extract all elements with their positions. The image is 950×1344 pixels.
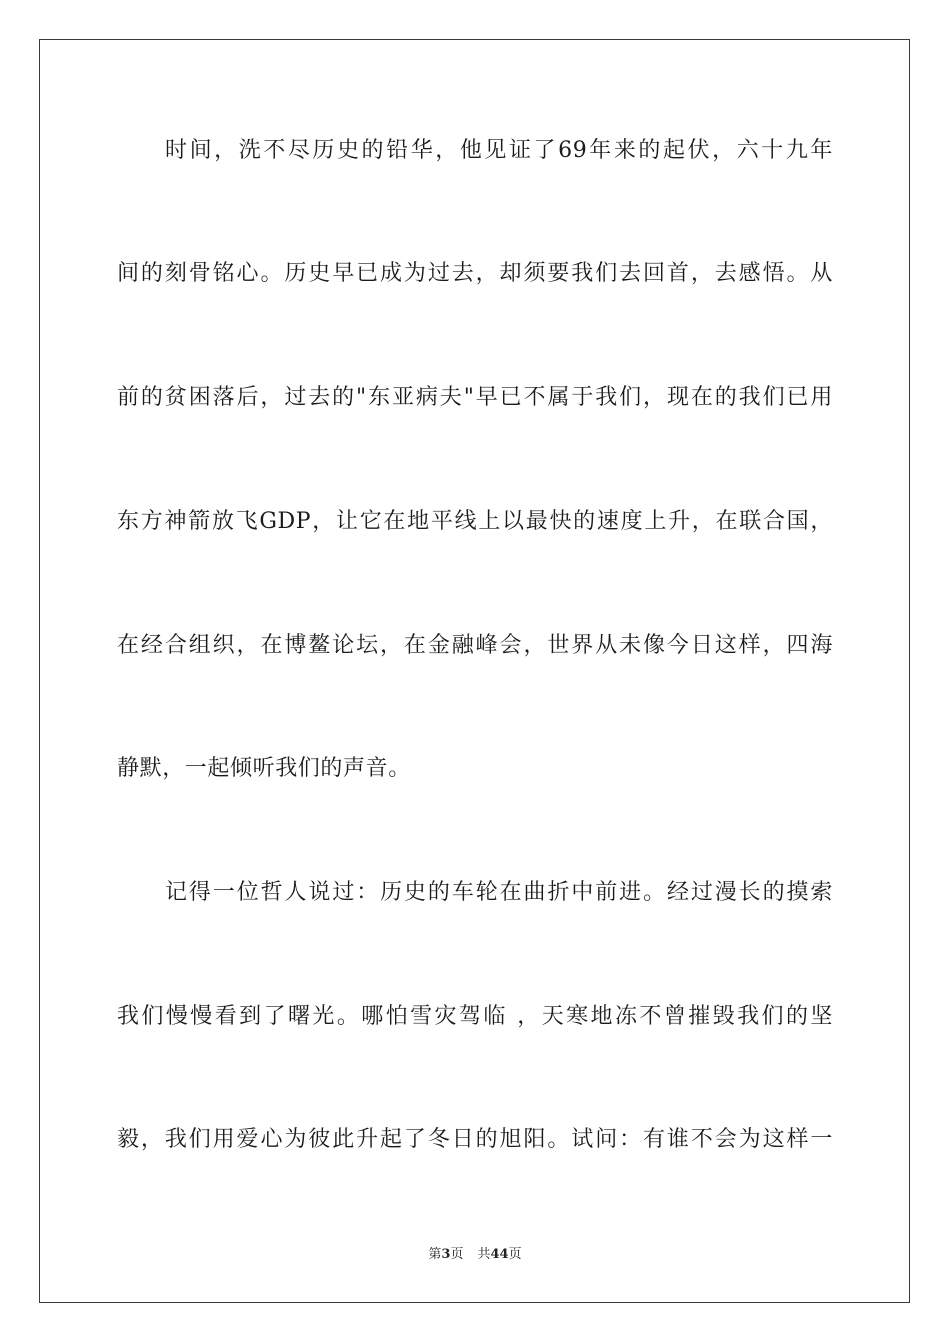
page-prefix: 第	[428, 1247, 442, 1262]
page-border	[39, 39, 910, 1303]
paragraph-1-line-4: 东方神箭放飞GDP，让它在地平线上以最快的速度上升，在联合国，	[117, 509, 833, 534]
paragraph-1-line-5: 在经合组织，在博鳌论坛，在金融峰会，世界从未像今日这样，四海	[117, 633, 833, 658]
paragraph-2-line-3: 毅，我们用爱心为彼此升起了冬日的旭阳。试问：有谁不会为这样一	[117, 1127, 833, 1152]
paragraph-1-line-6: 静默，一起倾听我们的声音。	[117, 756, 411, 781]
paragraph-1-line-3: 前的贫困落后，过去的"东亚病夫"早已不属于我们，现在的我们已用	[117, 385, 833, 410]
total-prefix: 共	[477, 1247, 491, 1262]
total-pages: 44	[490, 1247, 509, 1262]
total-suffix: 页	[508, 1247, 522, 1262]
page-suffix: 页	[450, 1247, 464, 1262]
page-footer	[0, 1246, 950, 1264]
paragraph-1-line-2: 间的刻骨铭心。历史早已成为过去，却须要我们去回首，去感悟。从	[117, 261, 833, 286]
paragraph-2-line-1: 记得一位哲人说过：历史的车轮在曲折中前进。经过漫长的摸索	[165, 880, 833, 905]
paragraph-2-line-2: 我们慢慢看到了曙光。哪怕雪灾驾临 ，天寒地冻不曾摧毁我们的坚	[117, 1004, 833, 1029]
page-number: 3	[441, 1247, 451, 1262]
paragraph-1-line-1: 时间，洗不尽历史的铅华，他见证了69年来的起伏，六十九年	[165, 138, 833, 163]
